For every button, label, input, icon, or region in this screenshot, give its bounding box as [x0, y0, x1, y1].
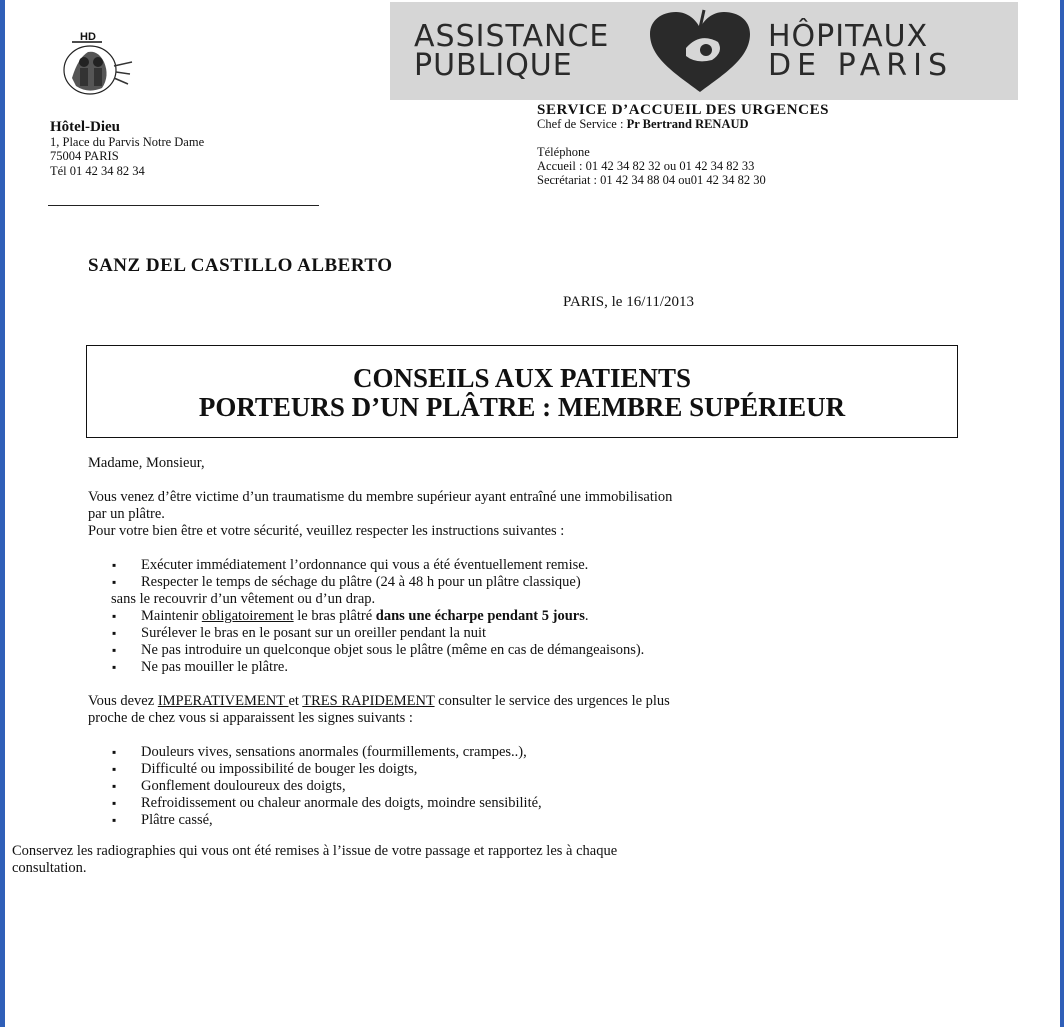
patient-name: SANZ DEL CASTILLO ALBERTO: [88, 255, 393, 276]
window-frame-right: [1060, 0, 1064, 1027]
aphp-heart-icon: [646, 8, 754, 94]
footer-line1: Conservez les radiographies qui vous ont été remises à l’issue de votre passage et rapportez les à chaque: [12, 843, 618, 859]
instruction-item: ▪ Maintenir obligatoirement le bras plâtré dans une écharpe pendant 5 jours.: [88, 608, 948, 625]
logo-text: HD: [80, 31, 96, 43]
instruction-item: ▪ Surélever le bras en le posant sur un oreiller pendant la nuit: [88, 625, 948, 642]
intro-line2: par un plâtre.: [88, 506, 165, 522]
phone-secretariat: Secrétariat : 01 42 34 88 04 ou01 42 34 82 30: [537, 173, 766, 187]
chief-label: Chef de Service :: [537, 117, 627, 131]
aphp-banner-right: [768, 19, 954, 83]
hospital-address: [50, 120, 204, 178]
phone-accueil: Accueil : 01 42 34 82 32 ou 01 42 34 82 33: [537, 159, 755, 173]
document-title-line2: PORTEURS D’UN PLÂTRE : MEMBRE SUPÉRIEUR: [198, 392, 846, 422]
phone-label: Téléphone: [537, 145, 590, 159]
instruction-continuation: sans le recouvrir d’un vêtement ou d’un drap.: [111, 591, 376, 607]
warning-line1: Vous devez IMPERATIVEMENT et TRES RAPIDEMENT consulter le service des urgences le plus: [88, 693, 670, 709]
intro-line1: Vous venez d’être victime d’un traumatisme du membre supérieur ayant entraîné une immobilisation: [88, 489, 673, 505]
instruction-item: ▪ Ne pas mouiller le plâtre.: [88, 659, 948, 676]
chief-name: Pr Bertrand RENAUD: [626, 117, 749, 131]
sign-item: ▪ Douleurs vives, sensations anormales (fourmillements, crampes..),: [88, 744, 948, 761]
warning-line2: proche de chez vous si apparaissent les signes suivants :: [88, 710, 413, 726]
intro-line3: Pour votre bien être et votre sécurité, veuillez respecter les instructions suivantes :: [88, 523, 565, 539]
document-title-line1: CONSEILS AUX PATIENTS: [352, 363, 692, 393]
address-divider: [48, 205, 319, 206]
service-chief: [537, 117, 829, 131]
footer-line2: consultation.: [12, 860, 87, 876]
date-line: PARIS, le 16/11/2013: [563, 294, 694, 310]
instruction-item: ▪ Respecter le temps de séchage du plâtre (24 à 48 h pour un plâtre classique): [88, 574, 948, 591]
footer-note: [12, 843, 872, 877]
window-frame-left: [0, 0, 5, 1027]
instruction-item: ▪ Ne pas introduire un quelconque objet sous le plâtre (même en cas de démangeaisons).: [88, 642, 948, 659]
service-info: [537, 103, 829, 187]
hospital-phone: Tél 01 42 34 82 34: [50, 163, 145, 178]
greeting: Madame, Monsieur,: [88, 455, 205, 471]
sign-item: ▪ Gonflement douloureux des doigts,: [88, 778, 948, 795]
aphp-banner-left: [414, 19, 610, 83]
banner-left-line2: PUBLIQUE: [414, 48, 573, 83]
banner-right-line1: HÔPITAUX: [768, 19, 929, 54]
sign-item: ▪ Refroidissement ou chaleur anormale des doigts, moindre sensibilité,: [88, 795, 948, 812]
banner-right-line2: DE PARIS: [768, 48, 954, 83]
hotel-dieu-logo: [58, 28, 142, 98]
hospital-name: Hôtel-Dieu: [50, 119, 120, 135]
document-title-box: [86, 345, 958, 438]
document-body: [88, 455, 948, 829]
sign-item: ▪ Plâtre cassé,: [88, 812, 948, 829]
sign-item: ▪ Difficulté ou impossibilité de bouger les doigts,: [88, 761, 948, 778]
instruction-item: ▪ Exécuter immédiatement l’ordonnance qui vous a été éventuellement remise.: [88, 557, 948, 574]
hospital-address-line2: 75004 PARIS: [50, 149, 119, 163]
service-title: SERVICE D’ACCUEIL DES URGENCES: [537, 102, 830, 118]
aphp-banner: [390, 2, 1018, 100]
hotel-dieu-emblem-icon: [58, 28, 142, 98]
banner-left-line1: ASSISTANCE: [414, 19, 610, 54]
hospital-address-line1: 1, Place du Parvis Notre Dame: [50, 134, 205, 149]
